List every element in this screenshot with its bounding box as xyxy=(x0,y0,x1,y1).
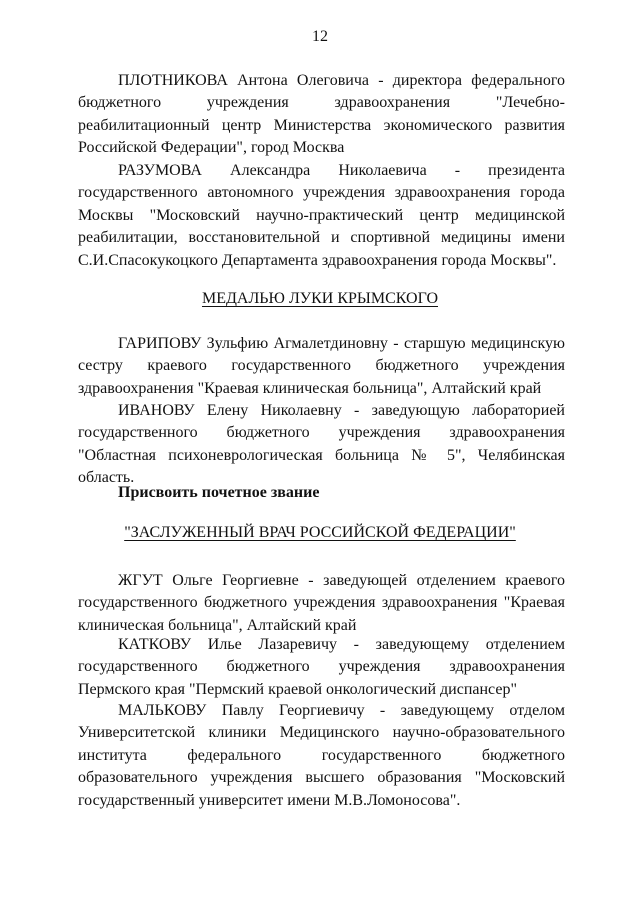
award-entry-katkov: КАТКОВУ Илье Лазаревичу - заведующему отделением государственного бюджетного учреждения здравоохранения Пермского края "Пермский краевой онкологический диспансер" xyxy=(78,636,565,698)
award-entry-zhgut: ЖГУТ Ольге Георгиевне - заведующей отделением краевого государственного бюджетного учреждения здравоохранения "Краевая клиническая больница", Алтайский край xyxy=(78,572,565,634)
section-heading-medal: МЕДАЛЬЮ ЛУКИ КРЫМСКОГО xyxy=(201,290,438,307)
award-entry-malkov: МАЛЬКОВУ Павлу Георгиевичу - заведующему отделом Университетской клиники Медицинского научно-образовательного института федерального государственного бюджетного образовательного учреждения высшего образования "Московский государственный университет имени М.В.Ломоносова". xyxy=(78,702,565,809)
section-intro: Присвоить почетное звание xyxy=(118,484,320,501)
award-entry-garipova: ГАРИПОВУ Зульфию Агмалетдиновну - старшую медицинскую сестру краевого государственного бюджетного учреждения здравоохранения "Краевая клиническая больница", Алтайский край xyxy=(78,335,565,397)
page-number: 12 xyxy=(312,28,328,45)
award-entry-razumov: РАЗУМОВА Александра Николаевича - президента государственного автономного учреждения здравоохранения города Москвы "Московский научно-практический центр медицинской реабилитации, восстановительной и спортивной медицины имени С.И.Спасокукоцкого Департамента здравоохранения города Москвы". xyxy=(78,162,565,269)
award-entry-ivanova: ИВАНОВУ Елену Николаевну - заведующую лабораторией государственного бюджетного учреждения здравоохранения "Областная психоневрологическая больница № 5", Челябинская область. xyxy=(78,402,565,487)
section-heading-honorary-title: "ЗАСЛУЖЕННЫЙ ВРАЧ РОССИЙСКОЙ ФЕДЕРАЦИИ" xyxy=(124,524,516,541)
award-entry-plotnikov: ПЛОТНИКОВА Антона Олеговича - директора федерального бюджетного учреждения здравоохранения "Лечебно-реабилитационный центр Министерства экономического развития Российской Федерации", город Москва xyxy=(78,72,565,157)
